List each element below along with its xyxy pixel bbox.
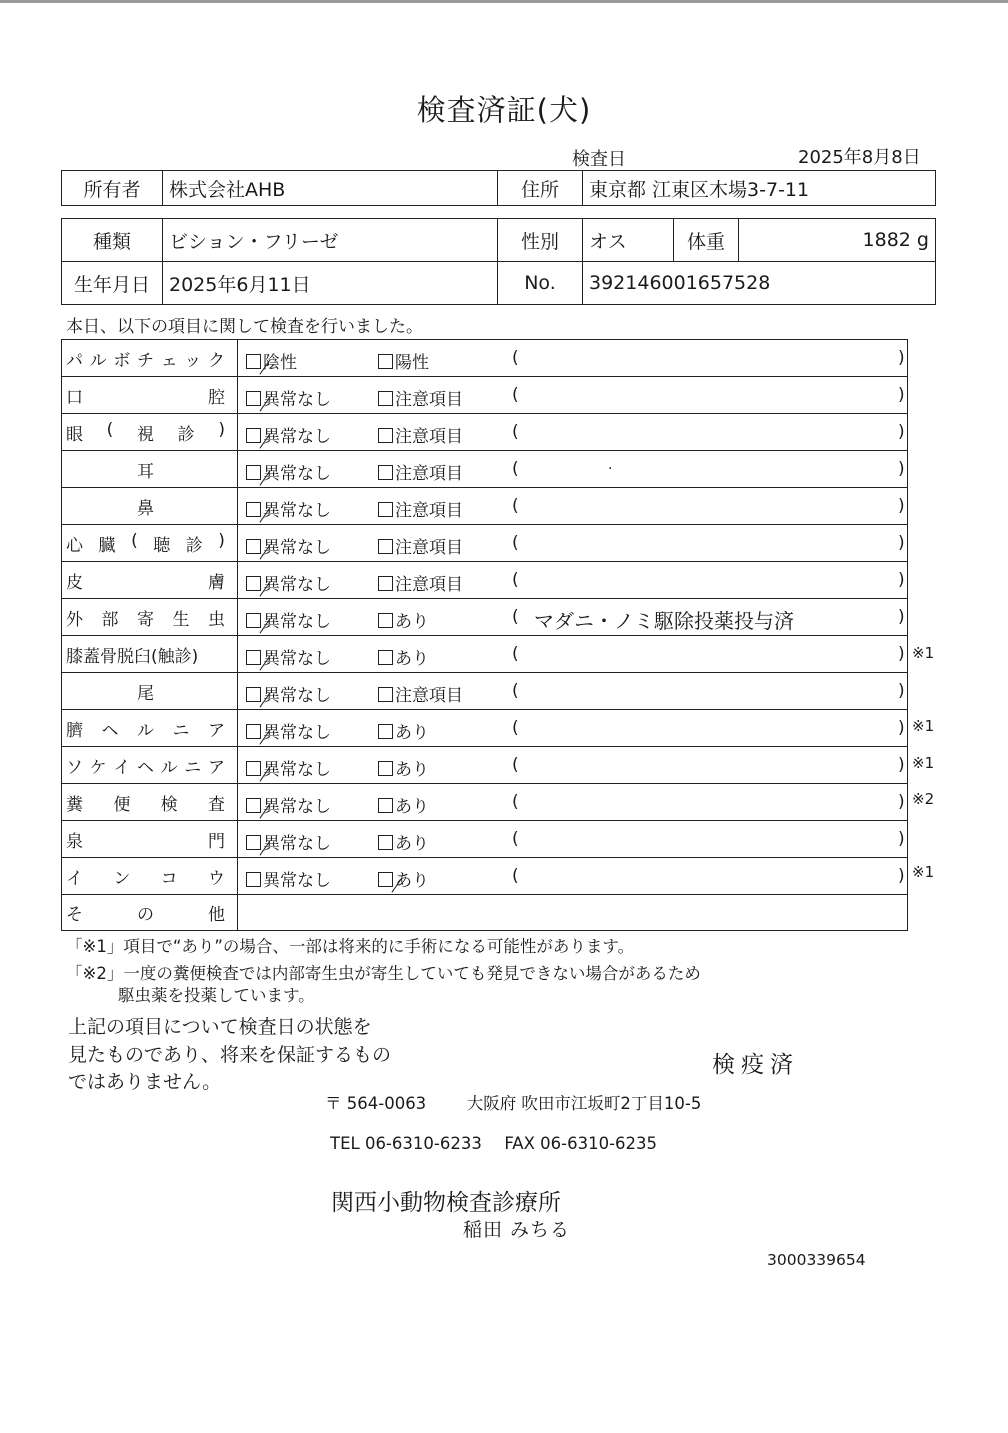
owner-table bbox=[61, 170, 936, 206]
exam-item-cell bbox=[62, 340, 238, 377]
option-label: 注意項目 bbox=[395, 501, 463, 521]
exam-row bbox=[62, 451, 908, 488]
checked-box-icon bbox=[246, 391, 261, 406]
checked-box-icon bbox=[246, 613, 261, 628]
option-normal bbox=[246, 459, 331, 484]
exam-row bbox=[62, 562, 908, 599]
note-close-paren: ) bbox=[898, 866, 905, 886]
exam-items-table bbox=[61, 339, 908, 931]
exam-row bbox=[62, 525, 908, 562]
breed-label: 種類 bbox=[62, 219, 163, 262]
other-label: そ の 他 bbox=[66, 905, 225, 925]
checkbox-icon bbox=[378, 761, 393, 776]
exam-item-label: 口 腔 bbox=[66, 387, 225, 408]
option-label: 異常なし bbox=[263, 797, 331, 817]
sex-value: オス bbox=[583, 219, 674, 262]
exam-row bbox=[62, 377, 908, 414]
option-label: 異常なし bbox=[263, 612, 331, 632]
checked-box-icon bbox=[378, 872, 393, 887]
exam-item-cell bbox=[62, 710, 238, 747]
option-label: 異常なし bbox=[263, 723, 331, 743]
checked-box-icon bbox=[246, 650, 261, 665]
option-abnormal bbox=[378, 348, 429, 373]
option-label: 異常なし bbox=[263, 649, 331, 669]
exam-result-cell bbox=[238, 488, 908, 525]
reference-mark: ※2 bbox=[912, 790, 935, 809]
exam-item-cell bbox=[62, 599, 238, 636]
option-label: 異常なし bbox=[263, 834, 331, 854]
option-abnormal bbox=[378, 829, 429, 854]
checkbox-icon bbox=[378, 539, 393, 554]
note-close-paren: ) bbox=[898, 570, 905, 590]
note-open-paren: ( bbox=[512, 681, 519, 701]
option-normal bbox=[246, 607, 331, 632]
option-abnormal bbox=[378, 459, 463, 484]
exam-date-label: 検査日 bbox=[572, 149, 626, 170]
option-abnormal bbox=[378, 422, 463, 447]
exam-row bbox=[62, 858, 908, 895]
statement-line-2: 見たものであり、将来を保証するもの bbox=[68, 1044, 392, 1066]
option-normal bbox=[246, 681, 331, 706]
option-abnormal bbox=[378, 866, 429, 891]
intro-text: 本日、以下の項目に関して検査を行いました。 bbox=[66, 317, 423, 337]
footnote-2-cont: 駆虫薬を投薬しています。 bbox=[118, 986, 315, 1005]
option-label: 異常なし bbox=[263, 760, 331, 780]
checked-box-icon bbox=[246, 835, 261, 850]
exam-result-cell bbox=[238, 636, 908, 673]
exam-row bbox=[62, 673, 908, 710]
note-close-paren: ) bbox=[898, 459, 905, 479]
option-normal bbox=[246, 829, 331, 854]
note-close-paren: ) bbox=[898, 829, 905, 849]
clinic-name: 関西小動物検査診療所 bbox=[331, 1190, 561, 1216]
owner-value: 株式会社AHB bbox=[163, 171, 498, 206]
checkbox-icon bbox=[246, 872, 261, 887]
no-value: 392146001657528 bbox=[583, 262, 936, 305]
option-normal bbox=[246, 348, 297, 373]
option-label: 異常なし bbox=[263, 464, 331, 484]
option-label: 異常なし bbox=[263, 871, 331, 891]
option-label: あり bbox=[395, 612, 429, 632]
exam-result-cell bbox=[238, 710, 908, 747]
checked-box-icon bbox=[246, 576, 261, 591]
checkbox-icon bbox=[378, 650, 393, 665]
owner-label: 所有者 bbox=[62, 171, 163, 206]
option-label: 異常なし bbox=[263, 390, 331, 410]
tel-number: TEL 06-6310-6233 bbox=[330, 1134, 482, 1153]
exam-note: . bbox=[608, 457, 613, 473]
checked-box-icon bbox=[246, 465, 261, 480]
exam-item-label: イ ン コ ウ bbox=[66, 868, 225, 889]
checkbox-icon bbox=[378, 576, 393, 591]
exam-row bbox=[62, 488, 908, 525]
exam-item-cell bbox=[62, 525, 238, 562]
note-open-paren: ( bbox=[512, 496, 519, 516]
sex-label: 性別 bbox=[498, 219, 583, 262]
option-label: 注意項目 bbox=[395, 390, 463, 410]
option-label: あり bbox=[395, 760, 429, 780]
exam-item-cell bbox=[62, 784, 238, 821]
clinic-address-line bbox=[325, 1090, 701, 1114]
option-label: 注意項目 bbox=[395, 464, 463, 484]
note-close-paren: ) bbox=[898, 607, 905, 627]
exam-item-cell bbox=[62, 377, 238, 414]
exam-item-label: 泉 門 bbox=[66, 831, 225, 852]
note-close-paren: ) bbox=[898, 755, 905, 775]
option-label: 注意項目 bbox=[395, 538, 463, 558]
option-label: あり bbox=[395, 723, 429, 743]
address-value: 東京都 江東区木場3-7-11 bbox=[583, 171, 936, 206]
note-close-paren: ) bbox=[898, 792, 905, 812]
note-close-paren: ) bbox=[898, 348, 905, 368]
dog-info-table bbox=[61, 218, 936, 305]
option-label: 異常なし bbox=[263, 575, 331, 595]
option-abnormal bbox=[378, 533, 463, 558]
checked-box-icon bbox=[246, 761, 261, 776]
option-label: 注意項目 bbox=[395, 686, 463, 706]
checkbox-icon bbox=[378, 391, 393, 406]
exam-result-cell bbox=[238, 562, 908, 599]
checked-box-icon bbox=[246, 724, 261, 739]
option-abnormal bbox=[378, 755, 429, 780]
option-label: 注意項目 bbox=[395, 427, 463, 447]
checked-box-icon bbox=[246, 798, 261, 813]
reference-mark: ※1 bbox=[912, 717, 935, 735]
option-normal bbox=[246, 496, 331, 521]
note-open-paren: ( bbox=[512, 607, 519, 627]
exam-item-cell bbox=[62, 821, 238, 858]
exam-note: マダニ・ノミ駆除投薬投与済 bbox=[534, 609, 794, 633]
exam-item-label: 眼 ( 視 診 ) bbox=[66, 419, 225, 445]
exam-result-cell bbox=[238, 340, 908, 377]
exam-result-cell bbox=[238, 821, 908, 858]
checked-box-icon bbox=[246, 354, 261, 369]
option-label: 異常なし bbox=[263, 427, 331, 447]
no-label: No. bbox=[498, 262, 583, 305]
option-label: 陰性 bbox=[263, 353, 297, 373]
option-abnormal bbox=[378, 385, 463, 410]
exam-item-label: 糞 便 検 査 bbox=[66, 794, 225, 815]
exam-item-label: 鼻 bbox=[137, 498, 154, 519]
exam-row bbox=[62, 599, 908, 636]
note-open-paren: ( bbox=[512, 385, 519, 405]
note-open-paren: ( bbox=[512, 644, 519, 664]
statement-line-1: 上記の項目について検査日の状態を bbox=[68, 1016, 372, 1038]
reference-mark: ※1 bbox=[912, 863, 935, 882]
checked-box-icon bbox=[246, 502, 261, 517]
exam-item-cell bbox=[62, 747, 238, 784]
exam-result-cell bbox=[238, 599, 908, 636]
address-label: 住所 bbox=[498, 171, 583, 206]
option-label: あり bbox=[395, 649, 429, 669]
exam-item-cell bbox=[62, 488, 238, 525]
option-label: 注意項目 bbox=[395, 575, 463, 595]
option-abnormal bbox=[378, 644, 429, 669]
inspection-stamp: 検疫済 bbox=[712, 1052, 799, 1078]
note-close-paren: ) bbox=[898, 718, 905, 738]
exam-item-cell bbox=[62, 673, 238, 710]
option-normal bbox=[246, 792, 331, 817]
reference-mark: ※1 bbox=[912, 753, 935, 772]
exam-result-cell bbox=[238, 784, 908, 821]
exam-item-label: 尾 bbox=[137, 683, 154, 704]
note-close-paren: ) bbox=[898, 422, 905, 442]
exam-item-cell bbox=[62, 451, 238, 488]
option-label: 異常なし bbox=[263, 538, 331, 558]
exam-item-cell bbox=[62, 414, 238, 451]
option-normal bbox=[246, 755, 331, 780]
note-open-paren: ( bbox=[512, 755, 519, 775]
exam-item-label: パ ル ボ チ ェ ッ ク bbox=[66, 350, 225, 371]
fax-number: FAX 06-6310-6235 bbox=[504, 1134, 658, 1153]
option-abnormal bbox=[378, 570, 463, 595]
exam-item-label: ソ ケ イ ヘ ル ニ ア bbox=[66, 757, 225, 778]
note-open-paren: ( bbox=[512, 459, 519, 479]
reference-mark: ※1 bbox=[912, 643, 935, 662]
option-label: あり bbox=[395, 797, 429, 817]
option-normal bbox=[246, 385, 331, 410]
other-label-cell bbox=[62, 895, 238, 931]
exam-row bbox=[62, 340, 908, 377]
option-abnormal bbox=[378, 681, 463, 706]
exam-item-label: 皮 膚 bbox=[66, 572, 225, 593]
note-open-paren: ( bbox=[512, 570, 519, 590]
exam-item-cell bbox=[62, 858, 238, 895]
statement-line-3: ではありません。 bbox=[68, 1071, 222, 1093]
checkbox-icon bbox=[378, 687, 393, 702]
checkbox-icon bbox=[378, 428, 393, 443]
option-normal bbox=[246, 533, 331, 558]
note-open-paren: ( bbox=[512, 533, 519, 553]
serial-number: 3000339654 bbox=[767, 1251, 866, 1269]
option-normal bbox=[246, 718, 331, 743]
option-normal bbox=[246, 644, 331, 669]
checkbox-icon bbox=[378, 724, 393, 739]
checkbox-icon bbox=[378, 465, 393, 480]
exam-result-cell bbox=[238, 858, 908, 895]
exam-row bbox=[62, 747, 908, 784]
exam-date: 2025年8月8日 bbox=[798, 147, 921, 168]
exam-result-cell bbox=[238, 451, 908, 488]
weight-label: 体重 bbox=[674, 219, 739, 262]
option-normal bbox=[246, 570, 331, 595]
exam-item-label: 膝蓋骨脱臼(触診) bbox=[66, 646, 199, 667]
dob-value: 2025年6月11日 bbox=[163, 262, 498, 305]
exam-result-cell bbox=[238, 414, 908, 451]
option-normal bbox=[246, 866, 331, 891]
note-close-paren: ) bbox=[898, 496, 905, 516]
checkbox-icon bbox=[378, 798, 393, 813]
exam-result-cell bbox=[238, 747, 908, 784]
note-close-paren: ) bbox=[898, 533, 905, 553]
checked-box-icon bbox=[246, 687, 261, 702]
option-normal bbox=[246, 422, 331, 447]
exam-row bbox=[62, 821, 908, 858]
note-close-paren: ) bbox=[898, 385, 905, 405]
contact-line bbox=[330, 1134, 657, 1153]
exam-item-label: 心 臓 ( 聴 診 ) bbox=[66, 530, 225, 556]
option-abnormal bbox=[378, 496, 463, 521]
clinic-address: 大阪府 吹田市江坂町2丁目10-5 bbox=[466, 1094, 702, 1113]
exam-result-cell bbox=[238, 673, 908, 710]
exam-row bbox=[62, 414, 908, 451]
exam-item-label: 耳 bbox=[137, 461, 154, 482]
note-open-paren: ( bbox=[512, 792, 519, 812]
note-open-paren: ( bbox=[512, 829, 519, 849]
exam-row bbox=[62, 784, 908, 821]
checked-box-icon bbox=[246, 428, 261, 443]
exam-item-label: 外 部 寄 生 虫 bbox=[66, 609, 225, 630]
document-title: 検査済証(犬) bbox=[416, 93, 592, 127]
postal-code: 〒 564-0063 bbox=[325, 1094, 427, 1113]
vet-name: 稲田 みちる bbox=[463, 1219, 571, 1241]
footnote-1: 「※1」項目で“あり”の場合、一部は将来的に手術になる可能性があります。 bbox=[66, 937, 635, 956]
note-close-paren: ) bbox=[898, 681, 905, 701]
option-label: 異常なし bbox=[263, 686, 331, 706]
option-label: あり bbox=[395, 871, 429, 891]
other-value-cell bbox=[238, 895, 908, 931]
footnote-2: 「※2」一度の糞便検査では内部寄生虫が寄生していても発見できない場合があるため bbox=[66, 964, 701, 983]
scan-top-edge bbox=[0, 0, 1008, 3]
exam-row bbox=[62, 710, 908, 747]
note-open-paren: ( bbox=[512, 422, 519, 442]
exam-item-label: 臍 ヘ ル ニ ア bbox=[66, 720, 225, 741]
checkbox-icon bbox=[378, 502, 393, 517]
exam-result-cell bbox=[238, 525, 908, 562]
note-close-paren: ) bbox=[898, 644, 905, 664]
breed-value: ビション・フリーゼ bbox=[163, 219, 498, 262]
dob-label: 生年月日 bbox=[62, 262, 163, 305]
checkbox-icon bbox=[378, 835, 393, 850]
exam-item-cell bbox=[62, 636, 238, 673]
note-open-paren: ( bbox=[512, 718, 519, 738]
checkbox-icon bbox=[378, 613, 393, 628]
weight-value: 1882 g bbox=[739, 219, 936, 262]
exam-item-cell bbox=[62, 562, 238, 599]
note-open-paren: ( bbox=[512, 348, 519, 368]
option-label: 異常なし bbox=[263, 501, 331, 521]
checkbox-icon bbox=[378, 354, 393, 369]
checked-box-icon bbox=[246, 539, 261, 554]
option-abnormal bbox=[378, 607, 429, 632]
option-label: あり bbox=[395, 834, 429, 854]
option-label: 陽性 bbox=[395, 353, 429, 373]
exam-row bbox=[62, 636, 908, 673]
exam-result-cell bbox=[238, 377, 908, 414]
option-abnormal bbox=[378, 792, 429, 817]
note-open-paren: ( bbox=[512, 866, 519, 886]
option-abnormal bbox=[378, 718, 429, 743]
